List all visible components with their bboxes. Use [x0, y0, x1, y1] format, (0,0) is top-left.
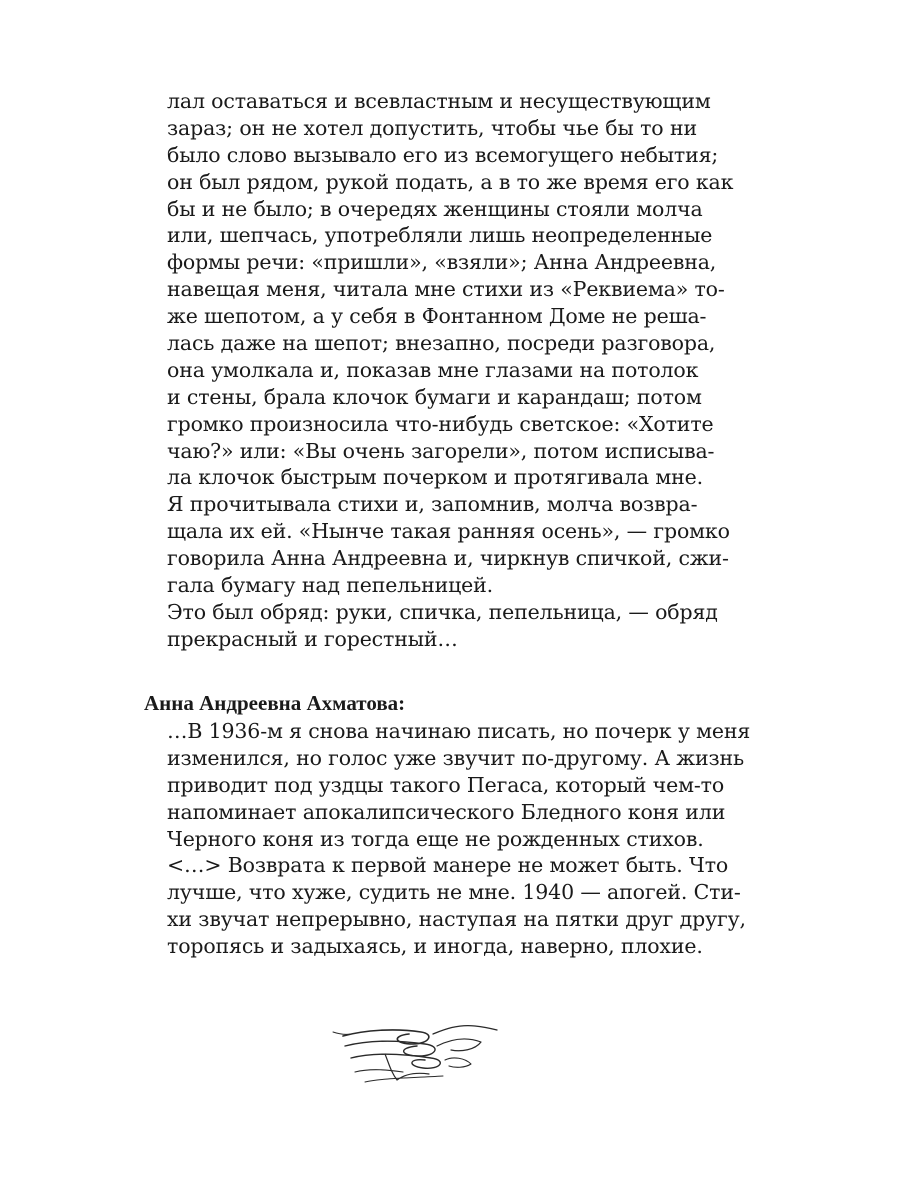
text-line: Это был обряд: руки, спичка, пепельница, — обряд [167, 599, 718, 624]
text-line: ла клочок быстрым почерком и протягивала мне. [167, 465, 703, 490]
memoir-passage [167, 88, 734, 653]
text-line: он был рядом, рукой подать, а в то же время его как [167, 169, 734, 194]
text-line: <…> Возврата к первой манере не может быть. Что [167, 853, 729, 878]
text-line: Черного коня из тогда еще не рожденных стихов. [167, 826, 704, 851]
text-line: …В 1936-м я снова начинаю писать, но почерк у меня [167, 719, 751, 743]
speaker-heading: Анна Андреевна Ахматова: [144, 691, 406, 715]
text-line: чаю?» или: «Вы очень загорели», потом исписыва- [167, 438, 715, 463]
signature-flourish-icon [325, 1020, 505, 1090]
text-line: было слово вызывало его из всемогущего небытия; [167, 142, 719, 167]
text-line: и стены, брала клочок бумаги и карандаш; потом [167, 384, 702, 409]
text-line: зараз; он не хотел допустить, чтобы чье бы то ни [167, 115, 697, 140]
text-line: она умолкала и, показав мне глазами на потолок [167, 357, 699, 382]
text-line: приводит под уздцы такого Пегаса, который чем-то [167, 772, 725, 797]
text-line: же шепотом, а у себя в Фонтанном Доме не реша- [167, 304, 707, 329]
text-line: или, шепчась, употребляли лишь неопределенные [167, 223, 713, 248]
text-line: хи звучат непрерывно, наступая на пятки друг другу, [167, 907, 746, 932]
text-line: формы речи: «пришли», «взяли»; Анна Андреевна, [167, 250, 717, 275]
text-line: лась даже на шепот; внезапно, посреди разговора, [167, 331, 716, 356]
text-line: лал оставаться и всевластным и несуществующим [167, 89, 711, 113]
text-line: напоминает апокалипсического Бледного коня или [167, 799, 726, 824]
quote-passage [167, 718, 751, 960]
text-line: изменился, но голос уже звучит по-другому. А жизнь [167, 745, 745, 770]
text-line: навещая меня, читала мне стихи из «Реквиема» то- [167, 277, 725, 302]
text-line: прекрасный и горестный… [167, 626, 458, 651]
text-line: говорила Анна Андреевна и, чиркнув спичкой, сжи- [167, 546, 729, 571]
text-line: щала их ей. «Нынче такая ранняя осень», — громко [167, 519, 730, 544]
text-line: бы и не было; в очередях женщины стояли молча [167, 196, 703, 221]
text-line: громко произносила что-нибудь светское: «Хотите [167, 411, 714, 436]
text-line: гала бумагу над пепельницей. [167, 573, 494, 598]
text-line: Я прочитывала стихи и, запомнив, молча возвра- [167, 492, 698, 517]
text-line: торопясь и задыхаясь, и иногда, наверно, плохие. [167, 934, 703, 959]
text-line: лучше, что хуже, судить не мне. 1940 — апогей. Сти- [167, 880, 741, 905]
